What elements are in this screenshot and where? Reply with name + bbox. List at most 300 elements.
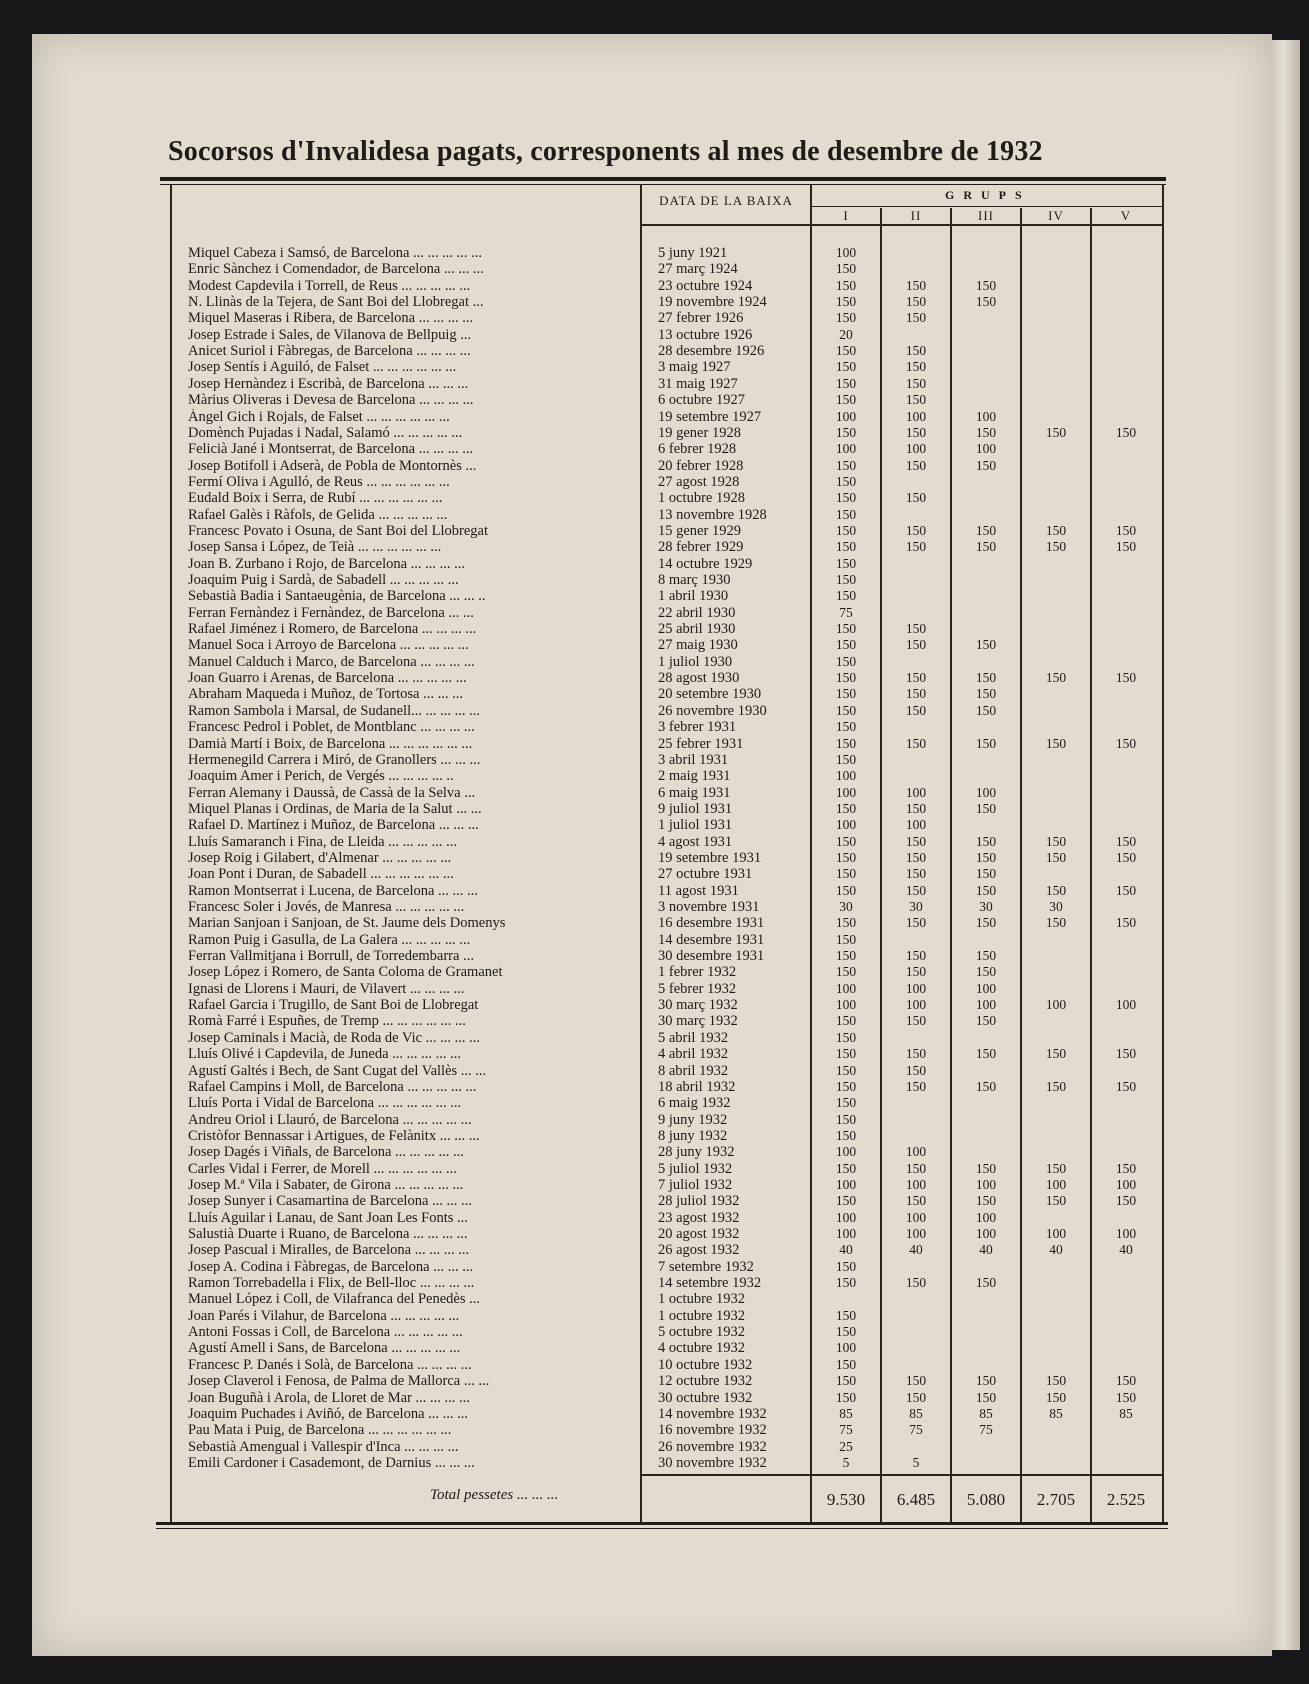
row-name: Francesc Pedrol i Poblet, de Montblanc ... ... ... ...	[188, 719, 475, 736]
row-name: Joan B. Zurbano i Rojo, de Barcelona ... ... ... ...	[188, 555, 466, 572]
group-header-ii: II	[910, 208, 922, 223]
row-name: Josep A. Codina i Fàbregas, de Barcelona ... ... ...	[188, 1258, 474, 1275]
row-name: Francesc P. Danés i Solà, de Barcelona ... ... ... ...	[188, 1356, 472, 1373]
row-value-group-1: 150	[835, 359, 857, 375]
row-value-group-4: 150	[1045, 1373, 1067, 1389]
row-value-group-5: 150	[1115, 522, 1137, 538]
table-row	[188, 1226, 1168, 1242]
row-value-group-5: 100	[1115, 1176, 1137, 1192]
row-name: Emili Cardoner i Casademont, de Darnius ... ... ...	[188, 1454, 475, 1471]
row-value-group-2: 150	[905, 882, 927, 898]
row-value-group-1: 150	[835, 277, 857, 293]
row-value-group-2: 150	[905, 539, 927, 555]
row-date: 27 març 1924	[658, 261, 738, 278]
row-value-group-1: 85	[839, 1405, 853, 1421]
row-value-group-1: 100	[835, 817, 857, 833]
row-value-group-2: 150	[905, 424, 927, 440]
row-date: 1 juliol 1931	[658, 817, 733, 834]
row-date: 8 juny 1932	[658, 1127, 728, 1144]
row-name: Enric Sànchez i Comendador, de Barcelona ... ... ...	[188, 261, 484, 278]
row-value-group-4: 150	[1045, 539, 1067, 555]
row-value-group-3: 75	[979, 1422, 993, 1438]
row-name: Lluís Aguilar i Lanau, de Sant Joan Les Fonts ...	[188, 1209, 468, 1226]
row-date: 30 novembre 1932	[658, 1454, 767, 1471]
row-name: Marian Sanjoan i Sanjoan, de St. Jaume dels Domenys	[188, 915, 506, 932]
row-value-group-1: 150	[835, 1013, 857, 1029]
row-date: 26 agost 1932	[658, 1242, 740, 1259]
table-row	[188, 915, 1168, 931]
table-row	[188, 359, 1168, 375]
row-value-group-1: 100	[835, 441, 857, 457]
table-row	[188, 1046, 1168, 1062]
row-date: 20 agost 1932	[658, 1226, 740, 1242]
row-value-group-3: 150	[975, 1389, 997, 1405]
row-value-group-5: 150	[1115, 1046, 1137, 1062]
row-date: 28 juliol 1932	[658, 1193, 740, 1210]
table-row	[188, 654, 1168, 670]
row-value-group-3: 150	[975, 457, 997, 473]
table-row	[188, 1144, 1168, 1160]
row-date: 5 abril 1932	[658, 1029, 729, 1046]
row-value-group-3: 150	[975, 964, 997, 980]
row-name: Abraham Maqueda i Muñoz, de Tortosa ... ... ...	[188, 686, 463, 703]
row-date: 30 març 1932	[658, 1013, 738, 1030]
row-name: Salustià Duarte i Ruano, de Barcelona ... ... ... ...	[188, 1226, 468, 1242]
row-value-group-2: 40	[909, 1242, 923, 1258]
row-value-group-1: 100	[835, 784, 857, 800]
table-row	[188, 1210, 1168, 1226]
row-name: Ramon Torrebadella i Flix, de Bell-lloc ... ... ... ...	[188, 1275, 475, 1292]
bottom-rule	[156, 1522, 1168, 1525]
row-value-group-2: 100	[905, 784, 927, 800]
row-value-group-3: 150	[975, 424, 997, 440]
row-name: Josep Dagés i Viñals, de Barcelona ... ... ... ... ...	[188, 1144, 464, 1161]
row-date: 31 maig 1927	[658, 375, 738, 392]
table-row	[188, 817, 1168, 833]
row-value-group-1: 150	[835, 1193, 857, 1209]
table-row	[188, 1455, 1168, 1471]
table-row	[188, 1095, 1168, 1111]
row-name: Ferran Vallmitjana i Borrull, de Torredembarra ...	[188, 948, 474, 965]
row-value-group-1: 150	[835, 1258, 857, 1274]
row-value-group-1: 150	[835, 310, 857, 326]
row-value-group-3: 40	[979, 1242, 993, 1258]
row-value-group-2: 150	[905, 686, 927, 702]
row-date: 19 novembre 1924	[658, 294, 767, 311]
row-date: 6 maig 1931	[658, 784, 731, 801]
row-value-group-2: 150	[905, 915, 927, 931]
table-row	[188, 1291, 1168, 1307]
row-value-group-3: 150	[975, 637, 997, 653]
row-value-group-3: 150	[975, 833, 997, 849]
row-value-group-2: 150	[905, 359, 927, 375]
row-value-group-2: 100	[905, 1176, 927, 1192]
row-value-group-4: 150	[1045, 1389, 1067, 1405]
row-value-group-5: 150	[1115, 1389, 1137, 1405]
total-group-v: 2.525	[1106, 1490, 1146, 1509]
row-value-group-2: 150	[905, 1373, 927, 1389]
row-date: 20 setembre 1930	[658, 686, 762, 703]
row-value-group-2: 150	[905, 800, 927, 816]
row-name: Rafael Garcia i Trugillo, de Sant Boi de Llobregat	[188, 997, 479, 1014]
row-name: Josep Sentís i Aguiló, de Falset ... ... ... ... ... ...	[188, 359, 457, 376]
row-date: 22 abril 1930	[658, 604, 736, 621]
row-date: 23 agost 1932	[658, 1209, 740, 1226]
row-date: 30 desembre 1931	[658, 948, 765, 965]
table-row	[188, 294, 1168, 310]
row-value-group-3: 100	[975, 441, 997, 457]
row-value-group-4: 150	[1045, 849, 1067, 865]
row-date: 6 maig 1932	[658, 1095, 731, 1112]
row-date: 19 gener 1928	[658, 424, 741, 441]
table-row	[188, 1079, 1168, 1095]
table-row	[188, 1161, 1168, 1177]
row-value-group-3: 150	[975, 1013, 997, 1029]
row-value-group-4: 150	[1045, 522, 1067, 538]
table-row	[188, 686, 1168, 702]
row-date: 1 abril 1930	[658, 588, 729, 605]
row-value-group-3: 150	[975, 1193, 997, 1209]
row-value-group-3: 150	[975, 522, 997, 538]
row-value-group-3: 150	[975, 915, 997, 931]
row-value-group-5: 150	[1115, 735, 1137, 751]
table-row	[188, 719, 1168, 735]
row-value-group-3: 150	[975, 866, 997, 882]
table-row	[188, 605, 1168, 621]
row-value-group-5: 150	[1115, 882, 1137, 898]
row-date: 26 novembre 1930	[658, 702, 767, 719]
group-header-v: V	[1120, 208, 1132, 223]
table-row	[188, 1193, 1168, 1209]
row-value-group-1: 150	[835, 1160, 857, 1176]
row-name: Rafael Galès i Ràfols, de Gelida ... ... ... ... ...	[188, 506, 448, 523]
row-value-group-1: 150	[835, 343, 857, 359]
row-value-group-4: 150	[1045, 424, 1067, 440]
row-name: Manuel Soca i Arroyo de Barcelona ... ... ... ... ...	[188, 637, 469, 654]
row-name: Manuel López i Coll, de Vilafranca del Penedès ...	[188, 1291, 480, 1308]
row-value-group-1: 100	[835, 1209, 857, 1225]
row-value-group-2: 150	[905, 310, 927, 326]
row-date: 9 juny 1932	[658, 1111, 728, 1128]
row-value-group-2: 150	[905, 849, 927, 865]
row-value-group-5: 150	[1115, 1373, 1137, 1389]
row-value-group-3: 100	[975, 784, 997, 800]
table-row	[188, 997, 1168, 1013]
row-date: 9 juliol 1931	[658, 800, 733, 817]
row-date: 27 maig 1930	[658, 637, 738, 654]
row-name: Francesc Soler i Jovés, de Manresa ... ... ... ... ...	[188, 899, 465, 915]
row-name: Domènch Pujadas i Nadal, Salamó ... ... ... ... ...	[188, 424, 463, 441]
table-row	[188, 245, 1168, 261]
row-date: 3 abril 1931	[658, 751, 729, 768]
row-name: Josep Sansa i López, de Teià ... ... ... ... ... ...	[188, 539, 442, 556]
table-row	[188, 1242, 1168, 1258]
row-value-group-1: 150	[835, 572, 857, 587]
row-name: Antoni Fossas i Coll, de Barcelona ... ... ... ... ...	[188, 1324, 463, 1341]
row-name: Felicià Jané i Montserrat, de Barcelona ... ... ... ...	[188, 441, 474, 458]
row-date: 25 febrer 1931	[658, 735, 744, 752]
row-value-group-1: 150	[835, 686, 857, 702]
row-name: Joaquim Puig i Sardà, de Sabadell ... ... ... ... ...	[188, 572, 459, 588]
row-value-group-1: 150	[835, 670, 857, 686]
row-name: Miquel Maseras i Ribera, de Barcelona ... ... ... ...	[188, 310, 474, 327]
row-value-group-1: 150	[835, 588, 857, 604]
totals-line	[640, 1474, 1164, 1476]
row-date: 4 octubre 1932	[658, 1340, 745, 1357]
row-value-group-5: 150	[1115, 833, 1137, 849]
row-value-group-2: 150	[905, 1062, 927, 1078]
row-value-group-2: 150	[905, 670, 927, 686]
row-value-group-1: 150	[835, 1062, 857, 1078]
row-value-group-5: 150	[1115, 670, 1137, 686]
row-date: 6 octubre 1927	[658, 392, 745, 409]
group-header-iii: III	[978, 208, 994, 223]
row-value-group-2: 100	[905, 997, 927, 1013]
row-value-group-4: 30	[1049, 899, 1063, 914]
row-value-group-1: 150	[835, 849, 857, 865]
row-value-group-2: 150	[905, 1389, 927, 1405]
row-name: Joan Guarro i Arenas, de Barcelona ... ... ... ... ...	[188, 670, 467, 687]
top-rule	[160, 177, 1166, 181]
row-date: 19 setembre 1931	[658, 849, 762, 866]
row-value-group-1: 150	[835, 948, 857, 964]
table-row	[188, 1112, 1168, 1128]
row-value-group-1: 150	[835, 800, 857, 816]
group-subheader-line	[810, 206, 1164, 207]
table-row	[188, 474, 1168, 490]
row-value-group-2: 75	[909, 1422, 923, 1438]
row-date: 11 agost 1931	[658, 882, 739, 899]
row-value-group-2: 150	[905, 1013, 927, 1029]
row-name: Manuel Calduch i Marco, de Barcelona ... ... ... ...	[188, 653, 475, 670]
row-date: 5 febrer 1932	[658, 980, 737, 997]
table-row	[188, 1063, 1168, 1079]
row-value-group-2: 85	[909, 1405, 923, 1421]
table-row	[188, 637, 1168, 653]
row-value-group-2: 30	[909, 899, 923, 914]
row-value-group-3: 100	[975, 1209, 997, 1225]
row-date: 1 febrer 1932	[658, 964, 737, 981]
table-row	[188, 703, 1168, 719]
row-value-group-1: 150	[835, 375, 857, 391]
row-value-group-3: 150	[975, 1160, 997, 1176]
total-label: Total pessetes ... ... ...	[430, 1487, 559, 1503]
row-value-group-5: 150	[1115, 1160, 1137, 1176]
row-date: 19 setembre 1927	[658, 408, 762, 425]
row-date: 18 abril 1932	[658, 1078, 736, 1095]
row-value-group-2: 100	[905, 1209, 927, 1225]
row-name: Sebastià Amengual i Vallespir d'Inca ... ... ... ...	[188, 1438, 459, 1455]
row-name: Miquel Planas i Ordinas, de Maria de la Salut ... ...	[188, 800, 482, 817]
table-row	[188, 752, 1168, 768]
row-value-group-1: 100	[835, 768, 857, 784]
row-name: Francesc Povato i Osuna, de Sant Boi del Llobregat	[188, 522, 489, 539]
page-edge	[1272, 40, 1300, 1650]
row-date: 15 gener 1929	[658, 522, 741, 539]
row-name: Ignasi de Llorens i Mauri, de Vilavert ... ... ... ...	[188, 980, 465, 997]
row-date: 28 agost 1930	[658, 670, 740, 687]
total-group-ii: 6.485	[896, 1490, 936, 1509]
row-value-group-3: 150	[975, 1046, 997, 1062]
row-name: Ferran Fernàndez i Fernàndez, de Barcelona ... ...	[188, 604, 474, 621]
row-value-group-2: 150	[905, 490, 927, 506]
groups-header: GRUPS	[945, 188, 1031, 202]
row-value-group-3: 30	[979, 899, 993, 914]
row-name: Josep Estrade i Sales, de Vilanova de Bellpuig ...	[188, 326, 472, 343]
row-value-group-3: 100	[975, 408, 997, 424]
table-row	[188, 278, 1168, 294]
row-value-group-1: 150	[835, 964, 857, 980]
row-value-group-2: 150	[905, 277, 927, 293]
table-row	[188, 1373, 1168, 1389]
row-value-group-5: 150	[1115, 1193, 1137, 1209]
row-value-group-4: 100	[1045, 1176, 1067, 1192]
row-value-group-3: 150	[975, 800, 997, 816]
row-name: Josep Sunyer i Casamartina de Barcelona ... ... ...	[188, 1193, 472, 1210]
row-value-group-1: 150	[835, 653, 857, 669]
table-row	[188, 621, 1168, 637]
row-date: 1 juliol 1930	[658, 653, 733, 670]
row-value-group-3: 150	[975, 948, 997, 964]
row-value-group-3: 100	[975, 1176, 997, 1192]
top-rule-thin	[160, 184, 1166, 185]
table-row	[188, 1275, 1168, 1291]
row-date: 12 octubre 1932	[658, 1373, 753, 1390]
row-name: Josep Claverol i Fenosa, de Palma de Mallorca ... ...	[188, 1373, 490, 1390]
table-row	[188, 981, 1168, 997]
group-header-i: I	[843, 208, 849, 223]
row-date: 27 febrer 1926	[658, 310, 744, 327]
row-value-group-5: 150	[1115, 539, 1137, 555]
row-value-group-1: 75	[839, 604, 853, 620]
row-name: Carles Vidal i Ferrer, de Morell ... ... ... ... ... ...	[188, 1160, 457, 1177]
row-name: Josep López i Romero, de Santa Coloma de Gramanet	[188, 964, 503, 981]
row-name: Josep Roig i Gilabert, d'Almenar ... ... ... ... ...	[188, 849, 452, 866]
date-header: DATA DE LA BAIXA	[659, 193, 793, 208]
row-value-group-5: 150	[1115, 424, 1137, 440]
row-name: Agustí Amell i Sans, de Barcelona ... ... ... ... ...	[188, 1340, 461, 1357]
row-value-group-1: 100	[835, 1340, 857, 1356]
row-value-group-3: 150	[975, 882, 997, 898]
bottom-rule-thin	[156, 1528, 1168, 1529]
row-date: 10 octubre 1932	[658, 1356, 753, 1373]
row-value-group-1: 150	[835, 719, 857, 735]
row-date: 25 abril 1930	[658, 621, 736, 638]
row-value-group-5: 85	[1119, 1405, 1133, 1421]
row-value-group-4: 150	[1045, 735, 1067, 751]
total-group-iii: 5.080	[966, 1490, 1006, 1509]
row-value-group-2: 5	[912, 1454, 920, 1470]
table-row	[188, 1324, 1168, 1340]
table-row	[188, 523, 1168, 539]
row-value-group-1: 150	[835, 1046, 857, 1062]
row-name: Joan Pont i Duran, de Sabadell ... ... ... ... ... ...	[188, 866, 454, 883]
row-value-group-3: 150	[975, 1373, 997, 1389]
row-date: 1 octubre 1932	[658, 1307, 745, 1324]
row-name: Joaquim Amer i Perich, de Vergés ... ... ... ... ..	[188, 768, 454, 785]
row-value-group-1: 150	[835, 1111, 857, 1127]
row-value-group-1: 150	[835, 1356, 857, 1372]
row-date: 27 octubre 1931	[658, 866, 753, 883]
row-value-group-5: 100	[1115, 997, 1137, 1013]
row-value-group-3: 150	[975, 849, 997, 865]
row-date: 14 novembre 1932	[658, 1405, 767, 1422]
row-date: 5 juny 1921	[658, 245, 728, 261]
row-value-group-5: 150	[1115, 1078, 1137, 1094]
row-value-group-2: 150	[905, 866, 927, 882]
row-value-group-2: 150	[905, 457, 927, 473]
row-value-group-1: 150	[835, 833, 857, 849]
table-row	[188, 310, 1168, 326]
table-row	[188, 1390, 1168, 1406]
row-name: Ferran Alemany i Daussà, de Cassà de la Selva ...	[188, 784, 476, 801]
row-value-group-1: 150	[835, 621, 857, 637]
row-value-group-3: 150	[975, 702, 997, 718]
row-value-group-2: 150	[905, 735, 927, 751]
row-name: Hermenegild Carrera i Miró, de Granollers ... ... ...	[188, 751, 481, 768]
row-value-group-1: 150	[835, 882, 857, 898]
row-value-group-4: 100	[1045, 1226, 1067, 1241]
row-value-group-2: 150	[905, 1160, 927, 1176]
row-value-group-1: 150	[835, 490, 857, 506]
row-value-group-4: 150	[1045, 1046, 1067, 1062]
row-value-group-2: 150	[905, 833, 927, 849]
row-value-group-1: 150	[835, 1373, 857, 1389]
row-date: 3 maig 1927	[658, 359, 731, 376]
row-value-group-2: 100	[905, 980, 927, 996]
row-value-group-5: 100	[1115, 1226, 1137, 1241]
row-name: Màrius Oliveras i Devesa de Barcelona ... ... ... ...	[188, 392, 474, 409]
row-value-group-4: 40	[1049, 1242, 1063, 1258]
table-row	[188, 850, 1168, 866]
table-row	[188, 1030, 1168, 1046]
row-date: 8 abril 1932	[658, 1062, 729, 1079]
row-value-group-3: 100	[975, 1226, 997, 1241]
row-value-group-2: 100	[905, 441, 927, 457]
row-name: Lluís Samaranch i Fina, de Lleida ... ... ... ... ...	[188, 833, 458, 850]
row-date: 14 octubre 1929	[658, 555, 753, 572]
row-value-group-4: 150	[1045, 1193, 1067, 1209]
row-date: 5 octubre 1932	[658, 1324, 745, 1341]
table-row	[188, 490, 1168, 506]
table-row	[188, 376, 1168, 392]
row-name: Cristòfor Bennassar i Artigues, de Felànitx ... ... ...	[188, 1127, 480, 1144]
row-date: 7 setembre 1932	[658, 1258, 754, 1275]
row-name: Anicet Suriol i Fàbregas, de Barcelona ... ... ... ...	[188, 343, 471, 360]
table-row	[188, 539, 1168, 555]
row-name: Josep M.ª Vila i Sabater, de Girona ... ... ... ... ...	[188, 1176, 464, 1193]
row-value-group-2: 150	[905, 392, 927, 408]
row-value-group-1: 20	[839, 326, 853, 342]
row-value-group-1: 150	[835, 931, 857, 947]
row-value-group-1: 150	[835, 506, 857, 522]
table-row	[188, 785, 1168, 801]
table-row	[188, 1128, 1168, 1144]
row-value-group-3: 150	[975, 686, 997, 702]
row-value-group-1: 25	[839, 1438, 853, 1454]
table-row	[188, 1357, 1168, 1373]
row-date: 30 març 1932	[658, 997, 738, 1014]
row-value-group-1: 150	[835, 1095, 857, 1111]
group-header-iv: IV	[1048, 208, 1064, 223]
row-date: 28 febrer 1929	[658, 539, 744, 556]
row-name: Fermí Oliva i Agulló, de Reus ... ... ... ... ... ...	[188, 473, 450, 490]
row-name: Rafael D. Martínez i Muñoz, de Barcelona ... ... ...	[188, 817, 479, 834]
row-value-group-1: 30	[839, 899, 853, 914]
row-value-group-1: 150	[835, 1029, 857, 1045]
row-value-group-2: 100	[905, 1226, 927, 1241]
row-value-group-1: 5	[842, 1454, 850, 1470]
